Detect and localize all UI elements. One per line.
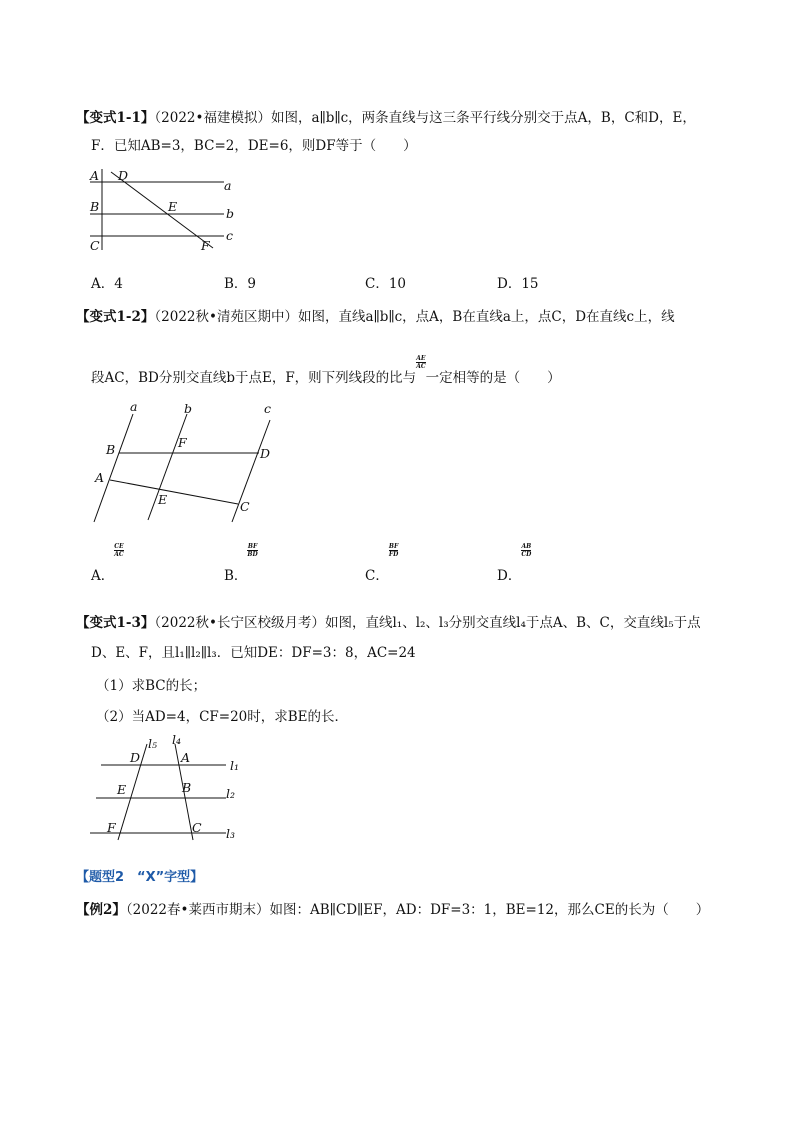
figure-1-1-label-b: b [226,206,235,221]
figure-1-2-label-D: D [260,446,271,461]
figure-1-3-label-l3: l₃ [226,826,236,841]
figure-1-3-label-l4: l₄ [172,732,182,747]
figure-1-2-label-B: B [106,442,116,457]
option-1-1-C[interactable]: C．10 [365,276,407,292]
figure-1-2-label-E: E [158,492,168,507]
figure-1-2-label-A: A [95,470,105,485]
figure-1-1 [86,164,246,260]
question-1-1-line-1: 【变式1-1】（2022•福建模拟）如图，a∥b∥c，两条直线与这三条平行线分别交于点A，B，C和D，E， [76,110,696,126]
fraction-BF-FD: $\frac{BF}{FD}$ [388,543,399,558]
question-1-2-line-2: 段AC，BD分别交直线b于点E，F，则下列线段的比与$\frac{AE}{AC}$ 一定相等的是（ ） [91,355,561,386]
question-1-1-tag: 【变式1-1】 [76,110,155,126]
section-title-type-2: 【题型2 “X”字型】 [76,870,204,885]
question-1-1-line-2: F．已知AB=3，BC=2，DE=6，则DF等于（ ） [91,138,417,154]
figure-1-1-label-B: B [90,199,100,214]
figure-1-1-label-C: C [90,238,100,253]
figure-1-1-label-D: D [118,168,129,183]
example-2-tag: 【例2】 [76,902,126,918]
question-1-2-line-1: 【变式1-2】（2022秋•清苑区期中）如图，直线a∥b∥c，点A，B在直线a上，点C，D在直线c上，线 [76,309,675,325]
figure-1-3-label-l2: l₂ [226,786,236,801]
example-2-line-1: 【例2】（2022春•莱西市期末）如图：AB∥CD∥EF，AD：DF=3：1，BE=12，那么CE的长为（ ） [76,902,710,918]
figure-1-3-label-E: E [117,782,127,797]
figure-1-3-label-l1: l₁ [230,758,240,773]
option-1-2-D[interactable]: D．$\frac{AB}{CD}$ [497,543,532,584]
figure-1-1-label-c: c [226,228,234,243]
figure-1-3-label-A: A [181,750,191,765]
figure-1-1-label-E: E [168,199,178,214]
figure-1-3-label-D: D [130,750,141,765]
figure-1-2-label-C: C [240,499,250,514]
figure-1-1-label-a: a [224,178,232,193]
option-1-1-B[interactable]: B．9 [224,276,257,292]
figure-1-1-label-A: A [90,168,100,183]
option-1-2-A[interactable]: A．$\frac{CE}{AC}$ [91,543,124,584]
fraction-BF-BD: $\frac{BF}{BD}$ [247,543,258,558]
option-1-2-C[interactable]: C．$\frac{BF}{FD}$ [365,543,399,584]
figure-1-1-label-F: F [201,238,210,253]
fraction-CE-AC: $\frac{CE}{AC}$ [114,543,124,558]
figure-1-2-label-b: b [184,401,193,416]
question-1-3-line-2: D、E、F，且l₁∥l₂∥l₃．已知DE：DF=3：8，AC=24 [91,645,416,661]
figure-1-3-label-C: C [192,820,202,835]
fraction-AE-AC: $\frac{AE}{AC}$ [416,355,426,370]
option-1-2-B[interactable]: B．$\frac{BF}{BD}$ [224,543,258,584]
figure-1-3-label-l5: l₅ [148,736,158,751]
figure-1-2-label-a: a [130,399,138,414]
option-1-1-D[interactable]: D．15 [497,276,539,292]
question-1-2-tag: 【变式1-2】 [76,309,155,325]
question-1-3-part-1: （1）求BC的长； [96,678,207,694]
figure-1-3 [86,732,246,844]
figure-1-2-label-F: F [178,435,187,450]
figure-1-2 [86,398,296,528]
question-1-3-line-1: 【变式1-3】（2022秋•长宁区校级月考）如图，直线l₁、l₂、l₃分别交直线l₄于点A、B、C，交直线l₅于点 [76,615,701,631]
question-1-3-part-2: （2）当AD=4，CF=20时，求BE的长． [96,709,349,725]
question-1-3-tag: 【变式1-3】 [76,615,155,631]
figure-1-3-label-B: B [182,780,192,795]
fraction-AB-CD: $\frac{AB}{CD}$ [521,543,532,558]
figure-1-2-label-c: c [264,401,272,416]
figure-1-3-label-F: F [107,820,116,835]
option-1-1-A[interactable]: A．4 [91,276,123,292]
